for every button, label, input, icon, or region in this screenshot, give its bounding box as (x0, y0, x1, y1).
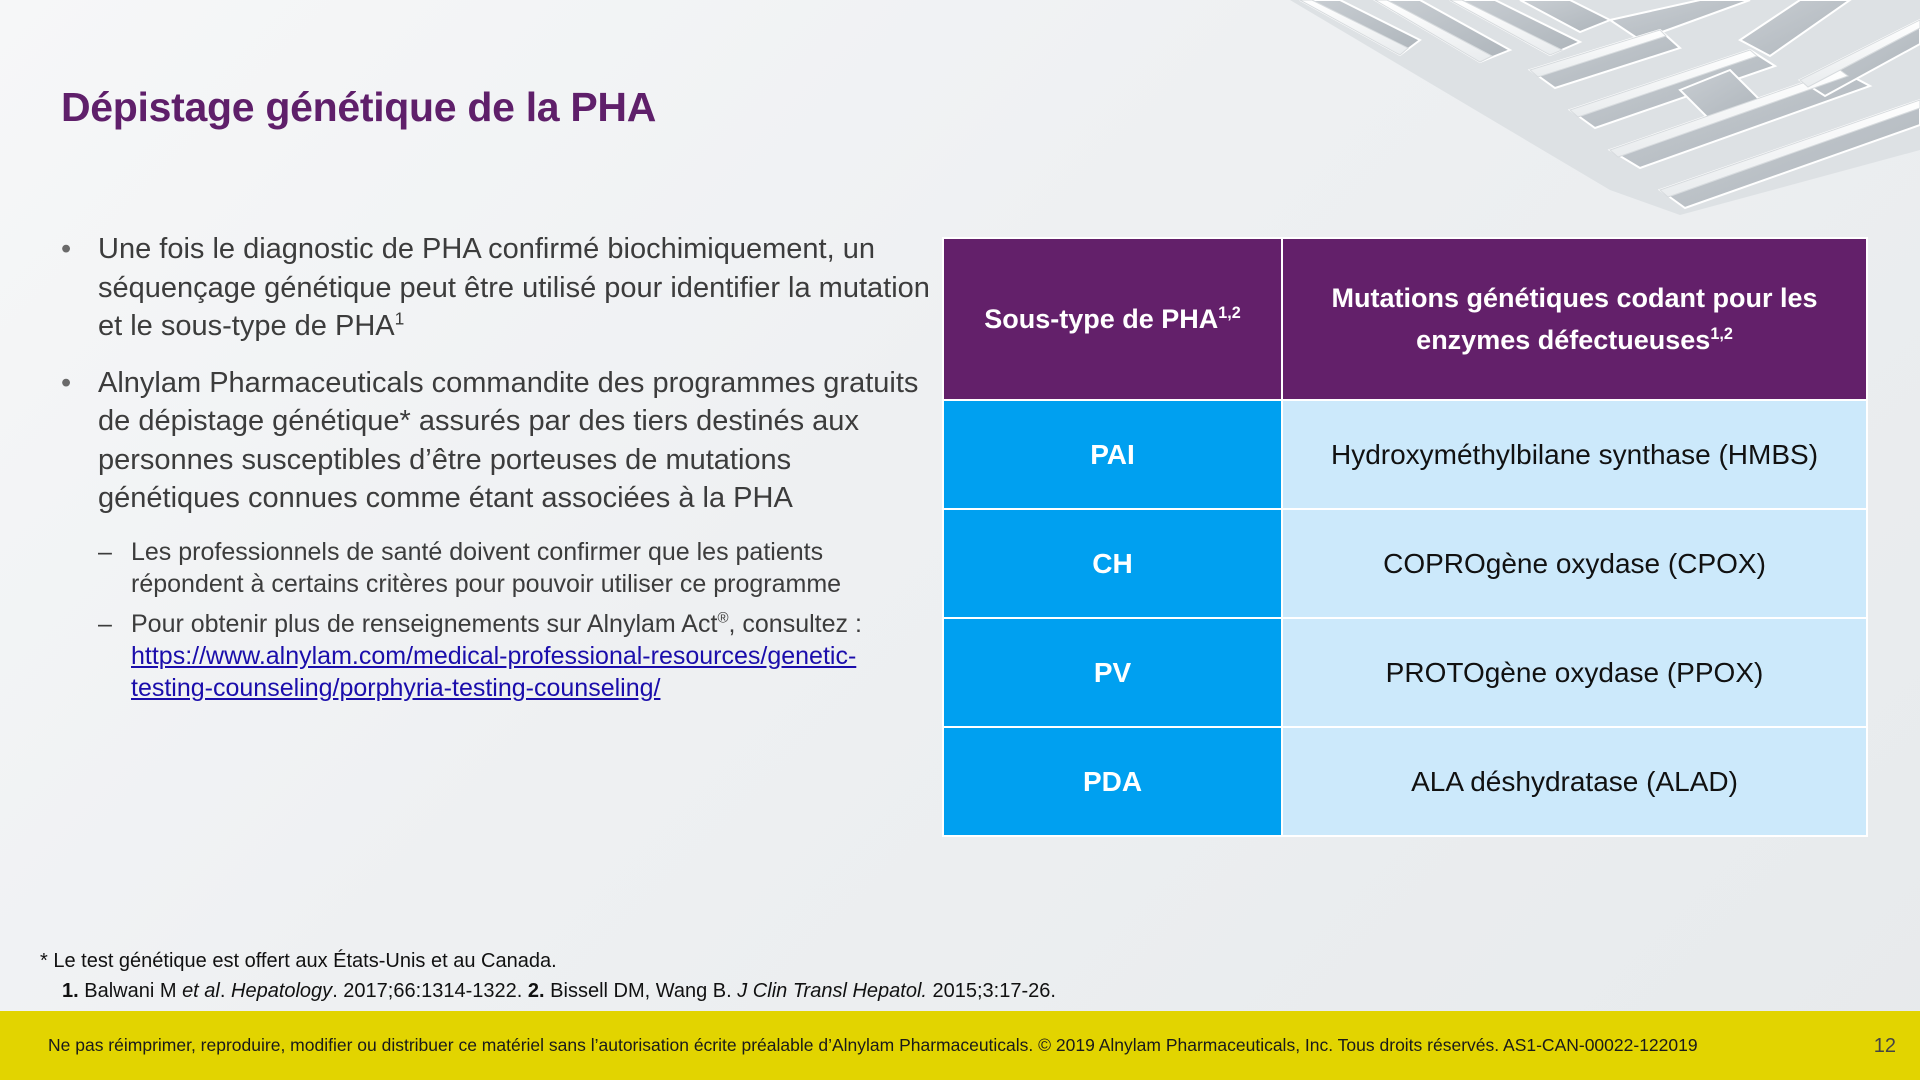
table-row (943, 618, 1867, 727)
dash-icon: – (98, 609, 112, 638)
bullet-dot-icon: • (61, 366, 72, 399)
bullet-dot-icon: • (61, 233, 72, 265)
bullet-text: Alnylam Pharmaceuticals commandite des programmes gratuits de dépistage génétique* assurés par des tiers destinés aux personnes susceptibles d’être porteuses de mutations génétiques connues comme étant associées à la PHA (98, 366, 919, 514)
bullet-item (61, 230, 931, 346)
sub-bullet-text: Pour obtenir plus de renseignements sur Alnylam Act (131, 609, 718, 638)
reference-marker: 1 (394, 308, 405, 329)
references (40, 976, 1056, 1006)
dash-icon: – (98, 537, 112, 566)
sub-bullet-text-end: , consultez : (728, 609, 862, 638)
footnotes (40, 946, 1056, 1006)
bullet-list (61, 230, 931, 704)
ref-number: 1. (62, 980, 79, 1002)
reference-marker: 1,2 (1710, 325, 1733, 343)
bullet-item (61, 364, 931, 518)
ref-text: . 2017;66:1314-1322. (332, 980, 528, 1002)
asterisk-note: * Le test génétique est offert aux États-Unis et au Canada. (40, 950, 557, 972)
table-row (943, 400, 1867, 509)
ref-text: 2015;3:17-26. (926, 980, 1056, 1002)
enzyme-cell: ALA déshydratase (ALAD) (1282, 727, 1867, 836)
subtype-cell: PDA (943, 727, 1282, 836)
table-row (943, 727, 1867, 836)
enzyme-cell: PROTOgène oxydase (PPOX) (1282, 618, 1867, 727)
table-header-row (943, 238, 1867, 400)
sub-bullet-text: Les professionnels de santé doivent confirmer que les patients répondent à certains critères pour pouvoir utiliser ce programme (131, 537, 842, 598)
bullet-text: Une fois le diagnostic de PHA confirmé biochimiquement, un séquençage génétique peut être utilisé pour identifier la mutation et le sous-type de PHA (98, 233, 930, 342)
header-subtype (943, 238, 1282, 400)
ref-journal: J Clin Transl Hepatol. (737, 980, 927, 1002)
ref-text: . (219, 980, 231, 1002)
page-number: 12 (1873, 1035, 1896, 1057)
porphyria-testing-link[interactable]: https://www.alnylam.com/medical-professional-resources/genetic-testing-counseling/porphyria-testing-counseling/ (131, 641, 857, 702)
sub-bullet-item (61, 608, 931, 704)
registered-mark: ® (717, 609, 729, 627)
enzyme-cell: Hydroxyméthylbilane synthase (HMBS) (1282, 400, 1867, 509)
copyright-text: Ne pas réimprimer, reproduire, modifier ou distribuer ce matériel sans l’autorisation écrite préalable d’Alnylam Pharmaceuticals. © 2019 Alnylam Pharmaceuticals, Inc. Tous droits réservés. AS1-CAN-00022-122019 (48, 1035, 1698, 1055)
table-row (943, 509, 1867, 618)
ref-number: 2. (527, 980, 545, 1002)
enzyme-cell: COPROgène oxydase (CPOX) (1282, 509, 1867, 618)
ref-etal: et al (182, 980, 220, 1002)
slide-title: Dépistage génétique de la PHA (61, 84, 657, 130)
copyright-footer-bar (0, 1011, 1920, 1080)
maze-decoration (1280, 0, 1920, 215)
ref-journal: Hepatology (231, 980, 333, 1002)
subtype-cell: PAI (943, 400, 1282, 509)
subtype-table (942, 237, 1868, 837)
subtype-cell: CH (943, 509, 1282, 618)
reference-marker: 1,2 (1218, 304, 1241, 322)
sub-bullet-item (61, 536, 931, 600)
header-mutations (1282, 238, 1867, 400)
ref-text: Bissell DM, Wang B. (544, 980, 738, 1002)
subtype-cell: PV (943, 618, 1282, 727)
ref-text: Balwani M (78, 980, 183, 1002)
header-subtype-label: Sous-type de PHA (984, 304, 1219, 334)
header-mutations-label: Mutations génétiques codant pour les enzymes défectueuses (1331, 283, 1818, 355)
